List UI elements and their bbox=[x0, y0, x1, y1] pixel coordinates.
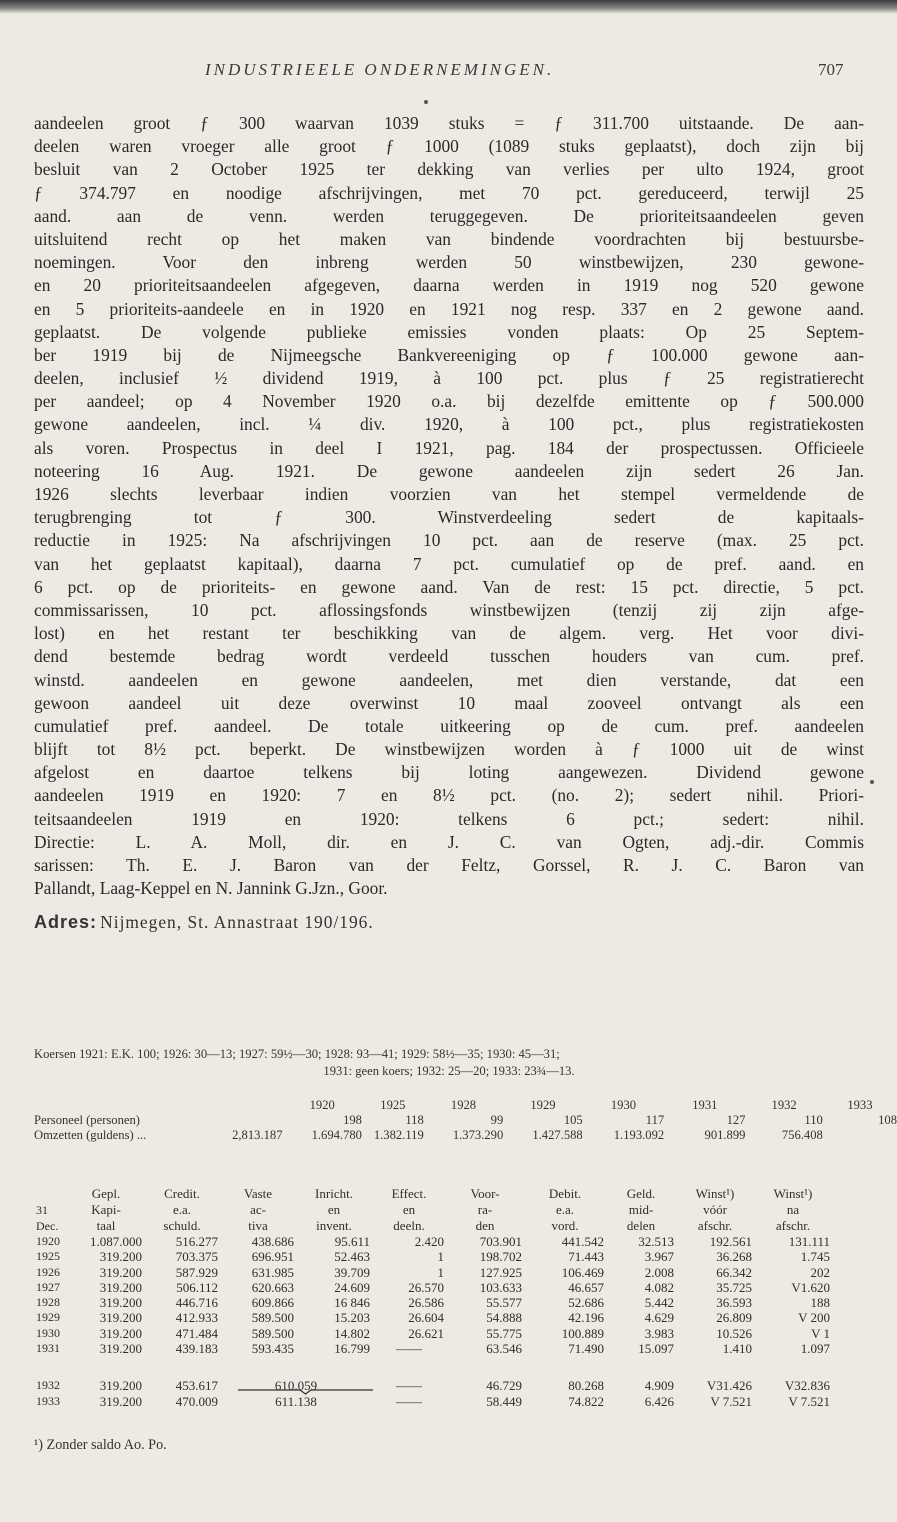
body-line: lost) en het restant ter beschikking van de algem. verg. Het voor divi- bbox=[34, 623, 864, 644]
finance-cell: 39.709 bbox=[334, 1264, 370, 1280]
body-line: ber 1919 bij de Nijmeegsche Bankvereeniging op ƒ 100.000 gewone aan- bbox=[34, 344, 864, 365]
finance-cell: 16.799 bbox=[334, 1341, 370, 1357]
personnel-cell: 1.193.092 bbox=[613, 1128, 665, 1142]
finance-cell: 10.526 bbox=[716, 1325, 752, 1341]
finance-cell: 319.200 bbox=[99, 1279, 142, 1295]
finance-cell: 188 bbox=[810, 1295, 830, 1311]
finance-header-cell: Gepl. bbox=[91, 1186, 121, 1201]
finance-cell: 4.629 bbox=[644, 1310, 674, 1326]
body-line: en 5 prioriteits-aandeele en in 1920 en 1921 nog resp. 337 en 2 gewone aand. bbox=[34, 298, 864, 319]
page-header bbox=[0, 60, 897, 84]
finance-cell: 1925 bbox=[36, 1249, 60, 1264]
finance-header-cell: ac- bbox=[250, 1202, 266, 1217]
finance-header-cell bbox=[34, 1186, 68, 1202]
finance-cell: 696.951 bbox=[251, 1249, 294, 1265]
finance-cell: 52.463 bbox=[334, 1249, 370, 1265]
body-line: 1926 slechts leverbaar indien voorzien van het stempel vermeldende de bbox=[34, 484, 864, 504]
personnel-cell: 901.899 bbox=[704, 1128, 746, 1142]
running-title: INDUSTRIEELE ONDERNEMINGEN. bbox=[205, 60, 555, 79]
personnel-cell: 127 bbox=[726, 1113, 746, 1127]
address-line bbox=[34, 912, 864, 933]
body-line: Pallandt, Laag-Keppel en N. Jannink G.Jzn., Goor. bbox=[34, 878, 388, 899]
finance-cell: 1928 bbox=[36, 1295, 60, 1310]
finance-header-cell: tiva bbox=[248, 1218, 268, 1233]
body-line: geplaatst. De volgende publieke emissies vonden plaats: Op 25 Septem- bbox=[34, 321, 864, 342]
finance-cell: 1926 bbox=[36, 1264, 60, 1279]
finance-row-merged bbox=[34, 1394, 832, 1409]
finance-cell: 26.809 bbox=[716, 1310, 752, 1326]
body-line: deelen, inclusief ½ dividend 1919, à 100 pct. plus ƒ 25 registratierecht bbox=[34, 368, 864, 389]
finance-cell: 15.097 bbox=[638, 1341, 674, 1357]
personnel-row bbox=[34, 1128, 897, 1143]
finance-cell: 46.729 bbox=[486, 1378, 522, 1394]
finance-cell: 4.909 bbox=[644, 1378, 674, 1394]
personnel-row-label: Personeel (personen) bbox=[34, 1113, 140, 1127]
finance-header-cell: deeln. bbox=[393, 1218, 425, 1233]
finance-cell: 703.901 bbox=[479, 1234, 522, 1249]
finance-cell: 1927 bbox=[36, 1279, 60, 1294]
body-line: sarissen: Th. E. J. Baron van der Feltz, Gorssel, R. J. C. Baron van bbox=[34, 855, 864, 875]
body-line: blijft tot 8½ pct. beperkt. De winstbewijzen worden à ƒ 1000 uit de winst bbox=[34, 739, 864, 760]
finance-cell: 593.435 bbox=[251, 1341, 294, 1357]
finance-cell: 1929 bbox=[36, 1310, 60, 1325]
body-line: gewoon aandeel uit deze overwinst 10 maal zooveel ontvangt als een bbox=[34, 692, 864, 713]
body-line: teitsaandeelen 1919 en 1920: telkens 6 pct.; sedert: nihil. bbox=[34, 808, 864, 829]
finance-cell: 471.484 bbox=[175, 1325, 218, 1341]
body-line: aandeelen 1919 en 1920: 7 en 8½ pct. (no. 2); sedert nihil. Priori- bbox=[34, 785, 864, 806]
finance-cell: 631.985 bbox=[251, 1264, 294, 1280]
finance-cell: 74.822 bbox=[568, 1393, 604, 1409]
body-line: van het geplaatst kapitaal), daarna 7 pct. cumulatief op de pref. aand. en bbox=[34, 553, 864, 574]
finance-header-cell: Winst¹) bbox=[695, 1186, 735, 1201]
finance-table bbox=[34, 1186, 832, 1409]
finance-cell: V32.836 bbox=[784, 1378, 830, 1394]
finance-cell: 35.725 bbox=[716, 1279, 752, 1295]
finance-header-cell: invent. bbox=[316, 1218, 352, 1233]
body-line: afgelost en daartoe telkens bij loting aangewezen. Dividend gewone bbox=[34, 762, 864, 783]
finance-header-cell: vord. bbox=[551, 1218, 579, 1233]
finance-row bbox=[34, 1310, 832, 1325]
finance-cell: 1.745 bbox=[800, 1249, 830, 1265]
scan-top-edge bbox=[0, 0, 897, 14]
finance-cell: 26.570 bbox=[408, 1279, 444, 1295]
personnel-cell: 1.382.119 bbox=[373, 1128, 424, 1142]
finance-cell: 438.686 bbox=[251, 1234, 294, 1249]
finance-cell: 66.342 bbox=[716, 1264, 752, 1280]
finance-cell: V 1 bbox=[811, 1325, 830, 1341]
finance-cell: 516.277 bbox=[175, 1234, 218, 1249]
finance-cell: 42.196 bbox=[568, 1310, 604, 1326]
finance-cell: 319.200 bbox=[99, 1393, 142, 1409]
personnel-cell: 117 bbox=[645, 1113, 665, 1127]
finance-row bbox=[34, 1341, 832, 1356]
finance-cell: 439.183 bbox=[175, 1341, 218, 1357]
finance-header-cell: Inricht. bbox=[315, 1186, 353, 1201]
finance-cell: —— bbox=[396, 1378, 422, 1394]
finance-header-cell: vóór bbox=[703, 1202, 727, 1217]
finance-cell: 1931 bbox=[36, 1341, 60, 1356]
finance-cell: 55.775 bbox=[486, 1325, 522, 1341]
finance-header-cell: Kapi- bbox=[91, 1202, 121, 1217]
body-line: deelen waren vroeger alle groot ƒ 1000 (1089 stuks geplaatst), doch zijn bij bbox=[34, 136, 864, 157]
finance-cell: 470.009 bbox=[175, 1393, 218, 1409]
finance-row bbox=[34, 1295, 832, 1310]
personnel-cell: 1.373.290 bbox=[452, 1128, 504, 1142]
body-line: per aandeel; op 4 November 1920 o.a. bij dezelfde emittente op ƒ 500.000 bbox=[34, 391, 864, 412]
finance-cell: 3.967 bbox=[644, 1249, 674, 1265]
finance-row-merged bbox=[34, 1378, 832, 1393]
finance-cell: 4.082 bbox=[644, 1279, 674, 1295]
finance-cell: 609.866 bbox=[251, 1295, 294, 1311]
finance-cell: 192.561 bbox=[709, 1234, 752, 1249]
personnel-year: 1933 bbox=[847, 1098, 873, 1112]
finance-spacer bbox=[34, 1356, 832, 1378]
finance-header-cell: Debit. bbox=[548, 1186, 582, 1201]
personnel-cell: 2,813.187 bbox=[232, 1128, 283, 1142]
finance-header-row bbox=[34, 1186, 832, 1202]
finance-header-cell: mid- bbox=[628, 1202, 654, 1217]
finance-header-cell: na bbox=[786, 1202, 800, 1217]
finance-cell: 587.929 bbox=[175, 1264, 218, 1280]
finance-cell: 127.925 bbox=[479, 1264, 522, 1280]
body-line: terugbrenging tot ƒ 300. Winstverdeeling sedert de kapitaals- bbox=[34, 507, 864, 528]
finance-header-cell: ra- bbox=[477, 1202, 493, 1217]
finance-cell: 2.420 bbox=[414, 1234, 444, 1249]
body-line: en 20 prioriteitsaandeelen afgegeven, daarna werden in 1919 nog 520 gewone bbox=[34, 275, 864, 296]
body-line: winstd. aandeelen en gewone aandeelen, met dien verstande, dat een bbox=[34, 669, 864, 690]
finance-cell: 2.008 bbox=[644, 1264, 674, 1280]
finance-cell: 71.443 bbox=[568, 1249, 604, 1265]
finance-header-cell: afschr. bbox=[775, 1218, 811, 1233]
finance-header-cell: den bbox=[475, 1218, 495, 1233]
body-line: als voren. Prospectus in deel I 1921, pag. 184 der prospectussen. Officieele bbox=[34, 437, 864, 458]
finance-header-cell: Geld. bbox=[626, 1186, 656, 1201]
finance-cell: 58.449 bbox=[486, 1393, 522, 1409]
finance-header-cell: Voor- bbox=[470, 1186, 500, 1201]
finance-cell: 319.200 bbox=[99, 1378, 142, 1394]
finance-cell: 611.138 bbox=[275, 1393, 317, 1409]
merge-brace bbox=[238, 1389, 373, 1395]
finance-header-cell: e.a. bbox=[555, 1202, 575, 1217]
personnel-cell: 108 bbox=[878, 1113, 897, 1127]
address-value: Nijmegen, St. Annastraat 190/196. bbox=[100, 912, 374, 932]
finance-cell: 80.268 bbox=[568, 1378, 604, 1394]
finance-cell: 36.593 bbox=[716, 1295, 752, 1311]
body-line: noemingen. Voor den inbreng werden 50 winstbewijzen, 230 gewone- bbox=[34, 252, 864, 273]
personnel-year-row bbox=[34, 1098, 897, 1113]
footnote: ¹) Zonder saldo Ao. Po. bbox=[34, 1437, 167, 1453]
finance-cell: 441.542 bbox=[561, 1234, 604, 1249]
ink-spot bbox=[424, 100, 428, 104]
finance-cell: 131.111 bbox=[788, 1234, 830, 1249]
finance-cell: 1.410 bbox=[722, 1341, 752, 1357]
finance-cell: 103.633 bbox=[479, 1279, 522, 1295]
finance-row bbox=[34, 1280, 832, 1295]
personnel-year: 1930 bbox=[610, 1098, 637, 1112]
koersen-line-2: 1931: geen koers; 1932: 25—20; 1933: 23¾—13. bbox=[323, 1064, 575, 1078]
personnel-table bbox=[34, 1098, 897, 1143]
body-line: cumulatief pref. aandeel. De totale uitkeering op de cum. pref. aandeelen bbox=[34, 715, 864, 736]
finance-cell: 16 846 bbox=[334, 1295, 370, 1311]
personnel-year: 1931 bbox=[692, 1098, 718, 1112]
personnel-cell: 105 bbox=[563, 1113, 583, 1127]
finance-header-cell: e.a. bbox=[172, 1202, 192, 1217]
finance-row bbox=[34, 1249, 832, 1264]
personnel-year: 1929 bbox=[530, 1098, 556, 1112]
finance-header-cell: taal bbox=[96, 1218, 116, 1233]
finance-cell: 1 bbox=[437, 1264, 444, 1280]
personnel-cell bbox=[823, 1128, 897, 1143]
finance-cell: 319.200 bbox=[99, 1295, 142, 1311]
body-line: noteering 16 Aug. 1921. De gewone aandeelen zijn sedert 26 Jan. bbox=[34, 460, 864, 481]
finance-header-cell: Vaste bbox=[243, 1186, 273, 1201]
page-number: 707 bbox=[818, 60, 844, 79]
body-text bbox=[34, 112, 864, 900]
finance-cell: 100.889 bbox=[561, 1325, 604, 1341]
finance-cell: 15.203 bbox=[334, 1310, 370, 1326]
finance-cell: 52.686 bbox=[568, 1295, 604, 1311]
finance-cell: V 7.521 bbox=[788, 1393, 830, 1409]
finance-cell: 6.426 bbox=[644, 1393, 674, 1409]
body-line: 6 pct. op de prioriteits- en gewone aand. Van de rest: 15 pct. directie, 5 pct. bbox=[34, 576, 864, 597]
finance-row bbox=[34, 1234, 832, 1249]
finance-header-cell: Dec. bbox=[36, 1219, 59, 1233]
finance-cell: 319.200 bbox=[99, 1341, 142, 1357]
finance-cell: 198.702 bbox=[479, 1249, 522, 1265]
personnel-year: 1928 bbox=[450, 1098, 477, 1112]
personnel-cell: 110 bbox=[804, 1113, 823, 1127]
personnel-cell: 756.408 bbox=[781, 1128, 823, 1142]
finance-header-cell: en bbox=[402, 1202, 416, 1217]
body-line: Directie: L. A. Moll, dir. en J. C. van Ogten, adj.-dir. Commis bbox=[34, 831, 864, 852]
finance-cell: 589.500 bbox=[251, 1310, 294, 1326]
finance-cell: 1.097 bbox=[800, 1341, 830, 1357]
finance-cell: V 7.521 bbox=[710, 1393, 752, 1409]
finance-cell: 26.604 bbox=[408, 1310, 444, 1326]
finance-row bbox=[34, 1326, 832, 1341]
finance-header-row bbox=[34, 1218, 832, 1234]
personnel-cell bbox=[183, 1113, 282, 1128]
finance-cell: 1933 bbox=[36, 1393, 60, 1408]
finance-cell: 36.268 bbox=[716, 1249, 752, 1265]
koersen-line-1: Koersen 1921: E.K. 100; 1926: 30—13; 1927: 59½—30; 1928: 93—41; 1929: 58½—35; 1930: 45—31; bbox=[34, 1047, 560, 1061]
finance-cell: 202 bbox=[810, 1264, 830, 1280]
finance-cell: 1.087.000 bbox=[90, 1234, 142, 1249]
finance-cell: 319.200 bbox=[99, 1310, 142, 1326]
finance-cell: —— bbox=[396, 1393, 422, 1409]
koersen-block bbox=[34, 1046, 864, 1080]
finance-cell: 620.663 bbox=[251, 1279, 294, 1295]
personnel-cell: 99 bbox=[490, 1113, 504, 1127]
finance-cell: 446.716 bbox=[175, 1295, 218, 1311]
finance-cell: 26.621 bbox=[408, 1325, 444, 1341]
personnel-cell: 1.694.780 bbox=[311, 1128, 362, 1142]
finance-header-cell: Winst¹) bbox=[773, 1186, 813, 1201]
personnel-year: 1925 bbox=[380, 1098, 406, 1112]
address-label: Adres: bbox=[34, 912, 98, 932]
finance-cell: 54.888 bbox=[486, 1310, 522, 1326]
finance-header-cell: Credit. bbox=[164, 1186, 200, 1201]
personnel-cell: 118 bbox=[405, 1113, 424, 1127]
finance-cell: 46.657 bbox=[568, 1279, 604, 1295]
personnel-year: 1932 bbox=[771, 1098, 797, 1112]
finance-cell: 14.802 bbox=[334, 1325, 370, 1341]
finance-cell: —— bbox=[396, 1341, 422, 1357]
finance-header-row bbox=[34, 1202, 832, 1218]
finance-header-cell: en bbox=[327, 1202, 341, 1217]
finance-cell: 1932 bbox=[36, 1378, 60, 1393]
finance-cell: 319.200 bbox=[99, 1325, 142, 1341]
finance-cell: 412.933 bbox=[175, 1310, 218, 1326]
finance-cell: 55.577 bbox=[486, 1295, 522, 1311]
finance-cell: 1920 bbox=[36, 1234, 60, 1248]
finance-header-cell: Effect. bbox=[391, 1186, 427, 1201]
finance-cell: 3.983 bbox=[644, 1325, 674, 1341]
personnel-cell: 1.427.588 bbox=[532, 1128, 583, 1142]
finance-cell: V1.620 bbox=[791, 1279, 830, 1295]
body-line: besluit van 2 October 1925 ter dekking van verlies per ulto 1924, groot bbox=[34, 159, 864, 180]
finance-cell: 95.611 bbox=[334, 1234, 370, 1249]
personnel-row bbox=[34, 1113, 897, 1128]
finance-cell: 610.059 bbox=[274, 1378, 318, 1394]
finance-cell: V 200 bbox=[798, 1310, 830, 1326]
body-line: aand. aan de venn. werden teruggegeven. De prioriteitsaandeelen geven bbox=[34, 205, 864, 226]
personnel-cell: 198 bbox=[343, 1113, 362, 1127]
finance-cell: 1930 bbox=[36, 1325, 60, 1340]
body-line: dend bestemde bedrag wordt verdeeld tusschen houders van cum. pref. bbox=[34, 646, 864, 667]
finance-cell: 106.469 bbox=[561, 1264, 604, 1280]
body-line: commissarissen, 10 pct. aflossingsfonds winstbewijzen (tenzij zij zijn afge- bbox=[34, 599, 864, 620]
finance-cell: 703.375 bbox=[175, 1249, 218, 1265]
finance-cell: 506.112 bbox=[176, 1279, 218, 1295]
finance-cell: 589.500 bbox=[251, 1325, 294, 1341]
body-line: reductie in 1925: Na afschrijvingen 10 pct. aan de reserve (max. 25 pct. bbox=[34, 530, 864, 551]
personnel-row-label: Omzetten (guldens) ... bbox=[34, 1128, 147, 1142]
finance-row bbox=[34, 1265, 832, 1280]
finance-cell: 453.617 bbox=[175, 1378, 218, 1394]
finance-header-cell: schuld. bbox=[163, 1218, 201, 1233]
finance-cell: 26.586 bbox=[408, 1295, 444, 1311]
personnel-year: 1920 bbox=[309, 1098, 335, 1112]
finance-cell: 24.609 bbox=[334, 1279, 370, 1295]
body-line: ƒ 374.797 en noodige afschrijvingen, met 70 pct. gereduceerd, terwijl 25 bbox=[34, 182, 864, 203]
finance-cell: 319.200 bbox=[99, 1264, 142, 1280]
finance-header-cell: afschr. bbox=[697, 1218, 733, 1233]
finance-cell: 63.546 bbox=[486, 1341, 522, 1357]
finance-cell: 71.490 bbox=[568, 1341, 604, 1357]
body-line: gewone aandeelen, incl. ¼ div. 1920, à 100 pct., plus registratiekosten bbox=[34, 414, 864, 435]
finance-cell: V31.426 bbox=[706, 1378, 752, 1394]
finance-cell: 5.442 bbox=[644, 1295, 674, 1311]
finance-cell: 319.200 bbox=[99, 1249, 142, 1265]
ink-spot bbox=[870, 780, 874, 784]
body-line: aandeelen groot ƒ 300 waarvan 1039 stuks = ƒ 311.700 uitstaande. De aan- bbox=[34, 113, 864, 133]
finance-header-cell: 31 bbox=[36, 1203, 48, 1217]
body-line: uitsluitend recht op het maken van bindende voordrachten bij bestuursbe- bbox=[34, 228, 864, 249]
finance-cell: 1 bbox=[437, 1249, 444, 1265]
finance-header-cell: delen bbox=[626, 1218, 656, 1233]
finance-cell: 32.513 bbox=[638, 1234, 674, 1249]
